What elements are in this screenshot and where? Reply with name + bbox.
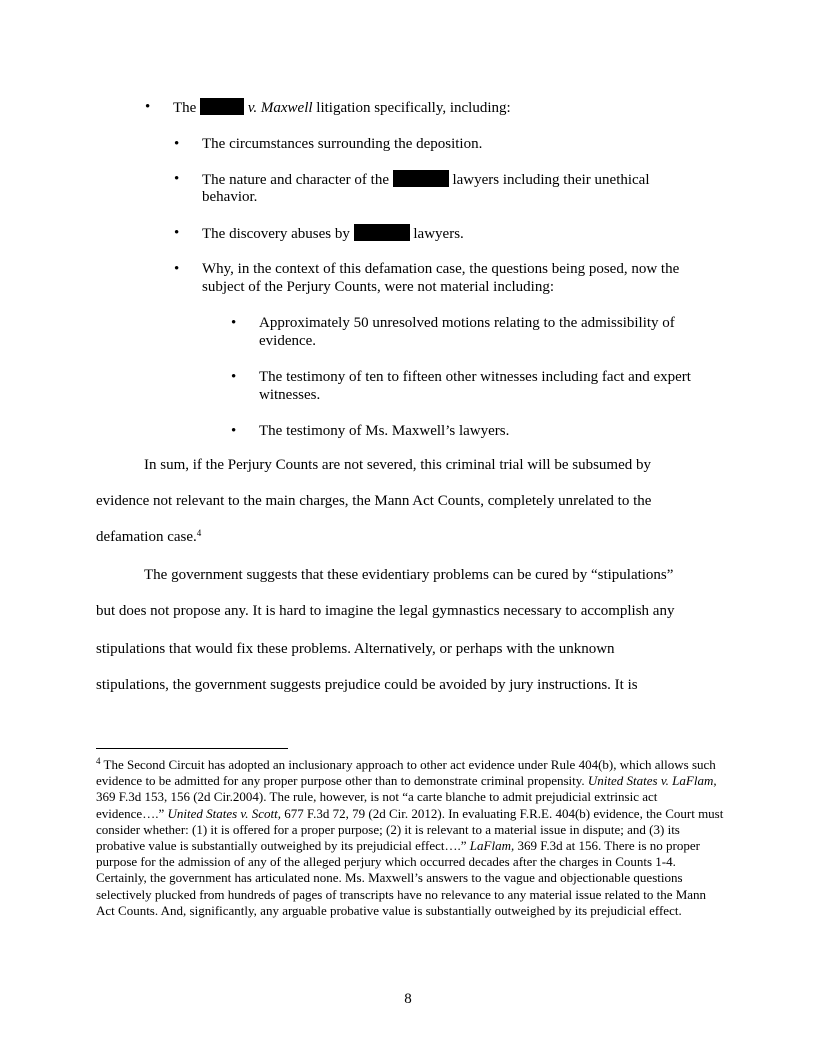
footnote: $^4$ The Second Circuit has adopted an inclusionary approach to other act evidence under Rule 404(b), which allows such evidence to be admitted for any proper purpose other than to demonstrate criminal propensity. United States v. LaFlam, 369 F.3d 153, 156 (2d Cir.2004). The rule, however, is not “a carte blanche to admit prejudicial extrinsic act evidence….” United States v. Scott, 677 F.3d 72, 79 (2d Cir. 2012). In evaluating F.R.E. 404(b) evidence, the Court must consider whether: (1) it is offered for a proper purpose; (2) it is relevant to a material issue in dispute; and (3) its probative value is substantially outweighed by its prejudicial effect….” LaFlam, 369 F.3d at 156. There is no proper purpose for the admission of any of the alleged perjury which occurred decades after the charges in Counts 1-4. Certainly, the government has articulated none. Ms. Maxwell’s answers to the vague and objectionable questions selectively plucked from hundreds of pages of transcripts have no relevance to any material issue related to the Mann Act Counts. And, significantly, any arguable probative value is substantially outweighed by its prejudicial effect. <box>96 756 724 918</box>
list-item: The v. Maxwell litigation specifically, including: <box>173 100 511 116</box>
bullet-glyph: • <box>231 423 237 439</box>
paragraph-line: The government suggests that these evidentiary problems can be cured by “stipulations” <box>144 567 674 583</box>
paragraph-line: stipulations that would fix these problems. Alternatively, or perhaps with the unknown <box>96 641 615 657</box>
footnote-reference[interactable]: 4 <box>196 528 202 538</box>
list-item: The discovery abuses by lawyers. <box>202 226 464 242</box>
bullet-glyph: • <box>231 315 237 331</box>
page-number: 8 <box>404 991 412 1007</box>
paragraph-line: but does not propose any. It is hard to imagine the legal gymnastics necessary to accomplish any <box>96 603 675 619</box>
bullet-glyph: • <box>174 136 180 152</box>
list-item-continuation: witnesses. <box>259 387 321 403</box>
list-item: Approximately 50 unresolved motions relating to the admissibility of <box>259 315 675 331</box>
list-item: Why, in the context of this defamation case, the questions being posed, now the <box>202 261 680 277</box>
list-item-continuation: behavior. <box>202 189 258 205</box>
paragraph-line: stipulations, the government suggests prejudice could be avoided by jury instructions. It is <box>96 677 638 693</box>
list-item: The circumstances surrounding the deposition. <box>202 136 483 152</box>
footnote-separator <box>96 748 288 749</box>
bullet-glyph: • <box>174 225 180 241</box>
bullet-glyph: • <box>174 171 180 187</box>
redaction-block <box>200 98 244 115</box>
footnote-number: 4 <box>96 756 101 766</box>
bullet-glyph: • <box>174 261 180 277</box>
bullet-glyph: • <box>145 99 151 115</box>
case-citation: United States v. LaFlam, <box>587 773 717 789</box>
paragraph-line: evidence not relevant to the main charges, the Mann Act Counts, completely unrelated to the <box>96 493 652 509</box>
case-citation: LaFlam, <box>469 838 515 854</box>
list-item: The testimony of Ms. Maxwell’s lawyers. <box>259 423 510 439</box>
bullet-glyph: • <box>231 369 237 385</box>
paragraph-line: In sum, if the Perjury Counts are not severed, this criminal trial will be subsumed by <box>144 457 651 473</box>
redaction-block <box>354 224 410 241</box>
list-item-continuation: subject of the Perjury Counts, were not material including: <box>202 279 555 295</box>
list-item: The testimony of ten to fifteen other witnesses including fact and expert <box>259 369 691 385</box>
list-item-continuation: evidence. <box>259 333 317 349</box>
case-citation: United States v. Scott, <box>167 805 281 821</box>
paragraph-line: defamation case.$^4$ <box>96 528 202 545</box>
list-item: The nature and character of the lawyers including their unethical <box>202 172 650 188</box>
redaction-block <box>393 170 449 187</box>
